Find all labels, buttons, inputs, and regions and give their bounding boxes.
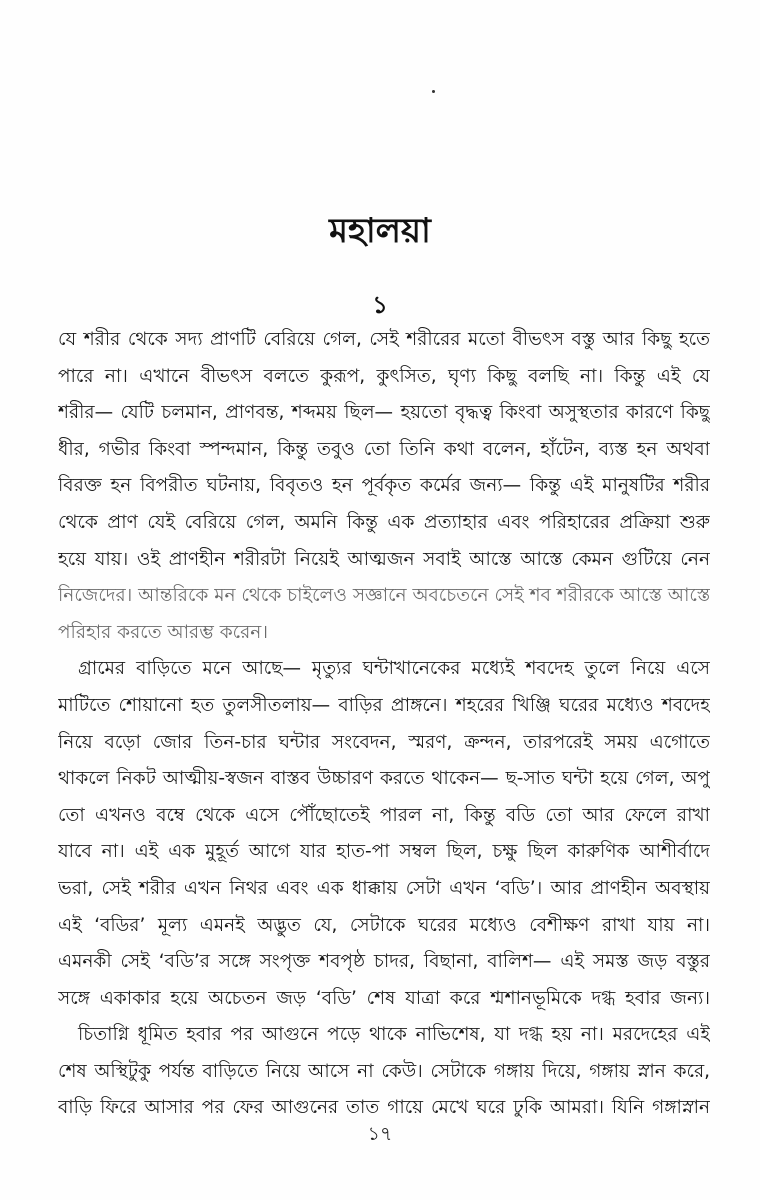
text-line: তো এখনও বম্বে থেকে এসে পৌঁছোতেই পারল না, কিন্তু বডি তো আর ফেলে রাখা (58, 804, 710, 826)
text-line: নিয়ে বড়ো জোর তিন-চার ঘন্টার সংবেদন, স্মরণ, ক্রন্দন, তারপরেই সময় এগোতে (58, 731, 710, 753)
text-line: যে শরীর থেকে সদ্য প্রাণটি বেরিয়ে গেল, সেই শরীরের মতো বীভৎস বস্তু আর কিছু হতে (58, 329, 710, 350)
text-line: মাটিতে শোয়ানো হত তুলসীতলায়— বাড়ির প্রাঙ্গনে। শহরের খিঞ্জি ঘরের মধ্যেও শবদেহ (58, 694, 710, 716)
print-speck (432, 90, 435, 93)
text-line: পারে না। এখানে বীভৎস বলতে কুরূপ, কুৎসিত, ঘৃণ্য কিছু বলছি না। কিন্তু এই যে (58, 365, 710, 387)
text-line: পরিহার করতে আরম্ভ করেন। (58, 621, 268, 643)
text-line: নিজেদের। আন্তরিকে মন থেকে চাইলেও সজ্ঞানে অবচেতনে সেই শব শরীরকে আস্তে আস্তে (58, 585, 710, 607)
text-line: গ্রামের বাড়িতে মনে আছে— মৃত্যুর ঘন্টাখানেকের মধ্যেই শবদেহ তুলে নিয়ে এসে (78, 658, 710, 680)
text-line: থাকলে নিকট আত্মীয়-স্বজন বাস্তব উচ্চারণ করতে থাকেন— ছ-সাত ঘন্টা হয়ে গেল, অপু (58, 768, 710, 790)
page-number: ১৭ (367, 1123, 393, 1145)
text-line: এমনকী সেই ‘বডি’র সঙ্গে সংপৃক্ত শবপৃষ্ঠ চাদর, বিছানা, বালিশ— এই সমস্ত জড় বস্তুর (58, 951, 710, 973)
text-line: হয়ে যায়। ওই প্রাণহীন শরীরটা নিয়েই আত্মজন সবাই আস্তে আস্তে কেমন গুটিয়ে নেন (58, 548, 710, 570)
body-text (58, 322, 710, 1127)
text-line: শরীর— যেটি চলমান, প্রাণবন্ত, শব্দময় ছিল— হয়তো বৃদ্ধত্ব কিংবা অসুস্থতার কারণে কিছু (58, 402, 710, 424)
text-line: সঙ্গে একাকার হয়ে অচেতন জড় ‘বডি’ শেষ যাত্রা করে শ্মশানভূমিকে দগ্ধ হবার জন্য। (58, 987, 710, 1009)
text-line: চিতাগ্নি ধূমিত হবার পর আগুনে পড়ে থাকে নাভিশেষ, যা দগ্ধ হয় না। মরদেহের এই (78, 1024, 710, 1046)
text-line: ধীর, গভীর কিংবা স্পন্দমান, কিন্তু তবুও তো তিনি কথা বলেন, হাঁটেন, ব্যস্ত হন অথবা (58, 438, 710, 460)
text-line: যাবে না। এই এক মুহূর্ত আগে যার হাত-পা সম্বল ছিল, চক্ষু ছিল কারুণিক আশীর্বাদে (58, 841, 710, 863)
section-number: ১ (372, 291, 388, 319)
text-line: বিরক্ত হন বিপরীত ঘটনায়, বিবৃতও হন পূর্বকৃত কর্মের জন্য— কিন্তু এই মানুষটির শরীর (58, 475, 710, 497)
text-line: এই ‘বডির’ মূল্য এমনই অদ্ভুত যে, সেটাকে ঘরের মধ্যেও বেশীক্ষণ রাখা যায় না। (58, 914, 710, 936)
text-line: শেষ অস্থিটুকু পর্যন্ত বাড়িতে নিয়ে আসে না কেউ। সেটাকে গঙ্গায় দিয়ে, গঙ্গায় স্নান করে, (58, 1060, 710, 1082)
chapter-title: মহালয়া (329, 211, 431, 251)
text-line: বাড়ি ফিরে আসার পর ফের আগুনের তাত গায়ে মেখে ঘরে ঢুকি আমরা। যিনি গঙ্গাস্নান (58, 1097, 710, 1119)
text-line: ভরা, সেই শরীর এখন নিথর এবং এক ধাক্কায় সেটা এখন ‘বডি’। আর প্রাণহীন অবস্থায় (58, 877, 710, 899)
text-line: থেকে প্রাণ যেই বেরিয়ে গেল, অমনি কিন্তু এক প্রত্যাহার এবং পরিহারের প্রক্রিয়া শুরু (58, 511, 710, 533)
